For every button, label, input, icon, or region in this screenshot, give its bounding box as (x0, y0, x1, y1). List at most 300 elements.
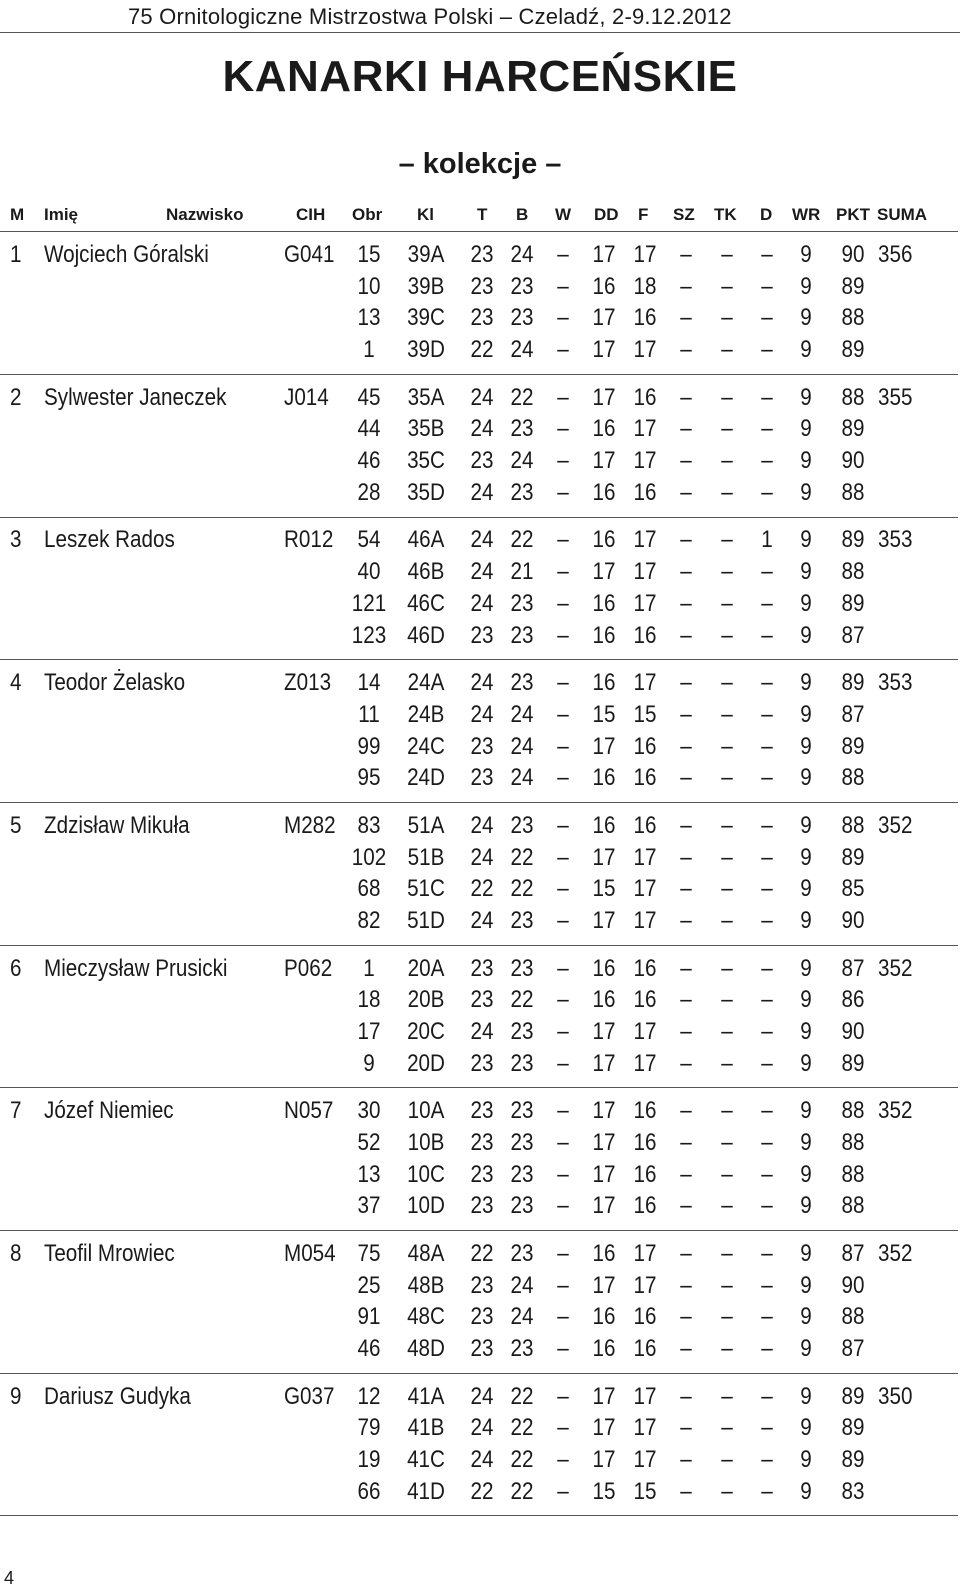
bird-w-cell: – (557, 1477, 569, 1505)
bird-f-cell: 16 (633, 954, 657, 982)
bird-d-cell: – (761, 811, 773, 839)
bird-f-cell: 15 (633, 1477, 657, 1505)
bird-kl-cell: 10C (407, 1160, 445, 1188)
bird-kl-cell: 10D (407, 1192, 445, 1220)
bird-dd-cell: 17 (592, 1446, 616, 1473)
bird-b-cell: 23 (510, 621, 534, 649)
bird-tk-cell: – (721, 1271, 733, 1299)
bird-pkt-cell: 88 (841, 558, 865, 586)
bird-d-cell: – (761, 558, 773, 586)
bird-kl-cell: 35C (407, 447, 445, 475)
bird-sz-cell: – (680, 986, 692, 1014)
bird-d-cell: 1 (761, 526, 773, 554)
bird-tk-cell: – (721, 906, 733, 934)
bird-dd-cell: 17 (592, 241, 616, 268)
breeder-name: Wojciech Góralski (44, 241, 209, 268)
bird-d-cell: – (761, 1192, 773, 1220)
bird-b-cell: 23 (510, 415, 534, 443)
entry-rank: 4 (10, 669, 22, 697)
bird-pkt-cell: 89 (841, 843, 865, 871)
bird-sz-cell: – (680, 1017, 692, 1045)
bird-b-cell: 23 (510, 589, 534, 617)
bird-w-cell: – (557, 383, 569, 411)
bird-b-cell: 21 (510, 558, 534, 586)
bird-wr-cell: 9 (800, 669, 812, 697)
bird-kl-cell: 20B (407, 986, 445, 1014)
bird-wr-cell: 9 (800, 1049, 812, 1077)
bird-d-cell: – (761, 700, 773, 728)
bird-obr-cell: 75 (357, 1239, 381, 1267)
bird-pkt-cell: 85 (841, 875, 865, 903)
col-header-t: T (477, 205, 488, 224)
bird-pkt-cell: 88 (841, 1128, 865, 1156)
bird-t-cell: 23 (470, 764, 494, 792)
entry-separator (0, 1515, 958, 1516)
bird-b-cell: 24 (510, 1271, 534, 1299)
bird-kl-cell: 20A (407, 954, 445, 982)
bird-w-cell: – (557, 1049, 569, 1077)
bird-dd-cell: 16 (592, 811, 616, 839)
bird-sz-cell: – (680, 1477, 692, 1505)
bird-tk-cell: – (721, 1192, 733, 1220)
bird-kl-cell: 20D (407, 1049, 445, 1077)
bird-pkt-cell: 87 (841, 700, 865, 728)
bird-sz-cell: – (680, 1303, 692, 1331)
bird-obr-cell: 46 (357, 1335, 381, 1362)
bird-f-cell: 18 (633, 272, 657, 300)
bird-sz-cell: – (680, 1446, 692, 1473)
bird-kl-cell: 39D (407, 336, 445, 364)
bird-dd-cell: 16 (592, 621, 616, 649)
bird-d-cell: – (761, 589, 773, 617)
bird-dd-cell: 16 (592, 478, 616, 506)
bird-b-cell: 23 (510, 1128, 534, 1156)
bird-tk-cell: – (721, 1303, 733, 1331)
breeder-cih: N057 (284, 1097, 334, 1125)
bird-pkt-cell: 88 (841, 1097, 865, 1125)
bird-d-cell: – (761, 954, 773, 982)
bird-b-cell: 23 (510, 1239, 534, 1267)
bird-pkt-cell: 88 (841, 1160, 865, 1188)
bird-obr-cell: 37 (357, 1192, 381, 1220)
bird-w-cell: – (557, 986, 569, 1014)
bird-kl-cell: 10A (407, 1097, 445, 1125)
bird-kl-cell: 39A (407, 241, 445, 268)
bird-sz-cell: – (680, 811, 692, 839)
bird-wr-cell: 9 (800, 336, 812, 364)
bird-sz-cell: – (680, 1097, 692, 1125)
bird-kl-cell: 10B (407, 1128, 445, 1156)
bird-b-cell: 23 (510, 669, 534, 697)
bird-dd-cell: 17 (592, 1128, 616, 1156)
bird-wr-cell: 9 (800, 447, 812, 475)
bird-b-cell: 24 (510, 700, 534, 728)
bird-tk-cell: – (721, 954, 733, 982)
bird-kl-cell: 41B (407, 1414, 445, 1442)
bird-b-cell: 23 (510, 1017, 534, 1045)
bird-f-cell: 16 (633, 1097, 657, 1125)
bird-dd-cell: 16 (592, 589, 616, 617)
entry-separator (0, 802, 958, 803)
bird-obr-cell: 19 (357, 1446, 381, 1473)
entry-separator (0, 374, 958, 375)
bird-dd-cell: 17 (592, 732, 616, 760)
col-header-dd: DD (594, 205, 619, 224)
bird-w-cell: – (557, 415, 569, 443)
breeder-name: Leszek Rados (44, 526, 175, 554)
bird-tk-cell: – (721, 732, 733, 760)
bird-pkt-cell: 87 (841, 621, 865, 649)
page-subtitle: – kolekcje – (398, 148, 562, 180)
bird-d-cell: – (761, 1477, 773, 1505)
bird-kl-cell: 51B (407, 843, 445, 871)
bird-t-cell: 22 (470, 336, 494, 364)
entry-separator (0, 945, 958, 946)
bird-dd-cell: 17 (592, 447, 616, 475)
bird-tk-cell: – (721, 843, 733, 871)
breeder-name: Sylwester Janeczek (44, 383, 227, 411)
bird-pkt-cell: 88 (841, 478, 865, 506)
bird-t-cell: 23 (470, 1335, 494, 1362)
bird-pkt-cell: 89 (841, 336, 865, 364)
bird-obr-cell: 45 (357, 383, 381, 411)
bird-sz-cell: – (680, 241, 692, 268)
bird-kl-cell: 35B (407, 415, 445, 443)
entry-rank: 2 (10, 383, 22, 411)
breeder-name: Teodor Żelasko (44, 669, 186, 697)
bird-wr-cell: 9 (800, 558, 812, 586)
bird-sz-cell: – (680, 1335, 692, 1362)
entry-rank: 5 (10, 811, 22, 839)
bird-pkt-cell: 89 (841, 669, 865, 697)
bird-b-cell: 24 (510, 764, 534, 792)
bird-sz-cell: – (680, 843, 692, 871)
bird-tk-cell: – (721, 1335, 733, 1362)
bird-w-cell: – (557, 1097, 569, 1125)
bird-f-cell: 16 (633, 1128, 657, 1156)
bird-dd-cell: 17 (592, 383, 616, 411)
bird-wr-cell: 9 (800, 954, 812, 982)
entry-rank: 6 (10, 954, 22, 982)
bird-t-cell: 23 (470, 1128, 494, 1156)
bird-b-cell: 22 (510, 986, 534, 1014)
bird-w-cell: – (557, 526, 569, 554)
bird-pkt-cell: 88 (841, 1303, 865, 1331)
bird-d-cell: – (761, 1271, 773, 1299)
bird-kl-cell: 48A (407, 1239, 445, 1267)
bird-d-cell: – (761, 764, 773, 792)
bird-kl-cell: 51D (407, 906, 445, 934)
bird-wr-cell: 9 (800, 906, 812, 934)
bird-w-cell: – (557, 1017, 569, 1045)
bird-sz-cell: – (680, 558, 692, 586)
bird-f-cell: 16 (633, 1160, 657, 1188)
bird-tk-cell: – (721, 241, 733, 268)
bird-sz-cell: – (680, 589, 692, 617)
bird-kl-cell: 24A (407, 669, 445, 697)
bird-f-cell: 16 (633, 1335, 657, 1362)
bird-obr-cell: 13 (357, 1160, 381, 1188)
bird-w-cell: – (557, 954, 569, 982)
bird-b-cell: 24 (510, 1303, 534, 1331)
bird-obr-cell: 95 (357, 764, 381, 792)
bird-w-cell: – (557, 700, 569, 728)
bird-dd-cell: 16 (592, 1335, 616, 1362)
bird-dd-cell: 17 (592, 304, 616, 332)
bird-wr-cell: 9 (800, 1303, 812, 1331)
bird-wr-cell: 9 (800, 843, 812, 871)
bird-d-cell: – (761, 415, 773, 443)
bird-b-cell: 22 (510, 843, 534, 871)
bird-dd-cell: 16 (592, 764, 616, 792)
bird-f-cell: 17 (633, 669, 657, 697)
bird-sz-cell: – (680, 1049, 692, 1077)
bird-d-cell: – (761, 1303, 773, 1331)
bird-t-cell: 23 (470, 1303, 494, 1331)
bird-sz-cell: – (680, 669, 692, 697)
bird-w-cell: – (557, 241, 569, 268)
bird-w-cell: – (557, 811, 569, 839)
bird-w-cell: – (557, 1414, 569, 1442)
bird-obr-cell: 13 (357, 304, 381, 332)
bird-d-cell: – (761, 1239, 773, 1267)
bird-pkt-cell: 89 (841, 1049, 865, 1077)
bird-dd-cell: 17 (592, 1414, 616, 1442)
bird-tk-cell: – (721, 1049, 733, 1077)
bird-kl-cell: 39C (407, 304, 445, 332)
bird-dd-cell: 16 (592, 1303, 616, 1331)
entry-rank: 9 (10, 1382, 22, 1410)
col-header-b: B (516, 205, 529, 224)
bird-t-cell: 23 (470, 954, 494, 982)
bird-f-cell: 16 (633, 621, 657, 649)
bird-dd-cell: 17 (592, 1049, 616, 1077)
bird-wr-cell: 9 (800, 732, 812, 760)
bird-tk-cell: – (721, 1239, 733, 1267)
bird-b-cell: 24 (510, 447, 534, 475)
bird-kl-cell: 24C (407, 732, 445, 760)
bird-obr-cell: 11 (358, 700, 380, 728)
bird-w-cell: – (557, 875, 569, 903)
entry-separator (0, 1087, 958, 1088)
breeder-cih: G041 (284, 241, 335, 268)
bird-sz-cell: – (680, 383, 692, 411)
bird-b-cell: 23 (510, 811, 534, 839)
bird-t-cell: 24 (470, 478, 494, 506)
bird-dd-cell: 15 (592, 875, 616, 903)
bird-b-cell: 23 (510, 1335, 534, 1362)
bird-obr-cell: 30 (357, 1097, 381, 1125)
bird-f-cell: 17 (633, 1446, 657, 1473)
entry-rank: 1 (10, 241, 22, 268)
bird-w-cell: – (557, 1303, 569, 1331)
bird-dd-cell: 16 (592, 415, 616, 443)
breeder-name: Zdzisław Mikuła (44, 811, 190, 839)
page-number: 4 (4, 1568, 15, 1588)
bird-wr-cell: 9 (800, 304, 812, 332)
bird-d-cell: – (761, 1017, 773, 1045)
bird-t-cell: 24 (470, 669, 494, 697)
bird-sz-cell: – (680, 700, 692, 728)
entry-rank: 3 (10, 526, 22, 554)
bird-d-cell: – (761, 336, 773, 364)
bird-tk-cell: – (721, 700, 733, 728)
bird-obr-cell: 79 (357, 1414, 381, 1442)
bird-sz-cell: – (680, 304, 692, 332)
bird-dd-cell: 17 (592, 558, 616, 586)
bird-d-cell: – (761, 906, 773, 934)
bird-pkt-cell: 89 (841, 272, 865, 300)
bird-d-cell: – (761, 478, 773, 506)
bird-obr-cell: 28 (357, 478, 381, 506)
bird-b-cell: 22 (510, 526, 534, 554)
bird-sz-cell: – (680, 1128, 692, 1156)
bird-t-cell: 23 (470, 1192, 494, 1220)
bird-b-cell: 23 (510, 1160, 534, 1188)
breeder-cih: G037 (284, 1382, 335, 1410)
bird-d-cell: – (761, 1049, 773, 1077)
bird-d-cell: – (761, 986, 773, 1014)
bird-obr-cell: 99 (357, 732, 381, 760)
bird-w-cell: – (557, 1335, 569, 1362)
bird-pkt-cell: 89 (841, 526, 865, 554)
bird-w-cell: – (557, 732, 569, 760)
bird-tk-cell: – (721, 1477, 733, 1505)
bird-kl-cell: 35A (407, 383, 445, 411)
bird-sz-cell: – (680, 732, 692, 760)
bird-b-cell: 24 (510, 336, 534, 364)
breeder-name: Mieczysław Prusicki (44, 954, 228, 982)
bird-t-cell: 24 (470, 558, 494, 586)
col-header-nazwisko: Nazwisko (166, 205, 244, 224)
collection-sum: 355 (878, 383, 913, 411)
bird-wr-cell: 9 (800, 764, 812, 792)
bird-pkt-cell: 90 (841, 1271, 865, 1299)
bird-t-cell: 24 (470, 1446, 494, 1473)
bird-dd-cell: 16 (592, 272, 616, 300)
bird-wr-cell: 9 (800, 875, 812, 903)
bird-sz-cell: – (680, 621, 692, 649)
bird-d-cell: – (761, 1128, 773, 1156)
entry-rank: 8 (10, 1239, 22, 1267)
bird-d-cell: – (761, 1382, 773, 1410)
bird-sz-cell: – (680, 526, 692, 554)
entry-separator (0, 1230, 958, 1231)
bird-tk-cell: – (721, 526, 733, 554)
bird-tk-cell: – (721, 478, 733, 506)
bird-t-cell: 24 (470, 526, 494, 554)
document-header: 75 Ornitologiczne Mistrzostwa Polski – Czeladź, 2-9.12.2012 (128, 4, 732, 29)
bird-pkt-cell: 90 (841, 447, 865, 475)
bird-tk-cell: – (721, 336, 733, 364)
bird-obr-cell: 40 (357, 558, 381, 586)
bird-obr-cell: 25 (357, 1271, 381, 1299)
bird-tk-cell: – (721, 986, 733, 1014)
bird-tk-cell: – (721, 1414, 733, 1442)
entry-separator (0, 1373, 958, 1374)
bird-wr-cell: 9 (800, 383, 812, 411)
bird-obr-cell: 44 (357, 415, 381, 443)
bird-kl-cell: 24D (407, 764, 445, 792)
bird-pkt-cell: 86 (841, 986, 865, 1014)
bird-b-cell: 22 (510, 875, 534, 903)
bird-sz-cell: – (680, 954, 692, 982)
bird-tk-cell: – (721, 1128, 733, 1156)
bird-tk-cell: – (721, 669, 733, 697)
bird-f-cell: 16 (633, 1192, 657, 1220)
bird-wr-cell: 9 (800, 1335, 812, 1362)
bird-obr-cell: 123 (351, 621, 387, 649)
bird-kl-cell: 46A (407, 526, 445, 554)
bird-f-cell: 17 (633, 843, 657, 871)
bird-sz-cell: – (680, 764, 692, 792)
bird-dd-cell: 16 (592, 986, 616, 1014)
bird-sz-cell: – (680, 875, 692, 903)
bird-wr-cell: 9 (800, 241, 812, 268)
bird-f-cell: 16 (633, 383, 657, 411)
bird-pkt-cell: 89 (841, 1446, 865, 1473)
bird-dd-cell: 17 (592, 906, 616, 934)
bird-pkt-cell: 87 (841, 954, 865, 982)
bird-kl-cell: 48B (407, 1271, 445, 1299)
bird-f-cell: 16 (633, 1303, 657, 1331)
collection-sum: 353 (878, 669, 913, 697)
bird-w-cell: – (557, 621, 569, 649)
bird-pkt-cell: 90 (841, 241, 865, 268)
bird-sz-cell: – (680, 1160, 692, 1188)
bird-dd-cell: 17 (592, 336, 616, 364)
bird-t-cell: 24 (470, 415, 494, 443)
bird-tk-cell: – (721, 272, 733, 300)
bird-kl-cell: 41C (407, 1446, 445, 1473)
breeder-name: Dariusz Gudyka (44, 1382, 191, 1410)
bird-b-cell: 23 (510, 1097, 534, 1125)
bird-t-cell: 22 (470, 875, 494, 903)
bird-obr-cell: 18 (357, 986, 381, 1014)
bird-wr-cell: 9 (800, 1477, 812, 1505)
bird-f-cell: 16 (633, 732, 657, 760)
bird-b-cell: 22 (510, 1382, 534, 1410)
bird-wr-cell: 9 (800, 1017, 812, 1045)
bird-kl-cell: 41D (407, 1477, 445, 1505)
bird-b-cell: 24 (510, 241, 534, 268)
bird-pkt-cell: 88 (841, 764, 865, 792)
collection-sum: 352 (878, 811, 913, 839)
bird-pkt-cell: 89 (841, 732, 865, 760)
bird-w-cell: – (557, 1239, 569, 1267)
bird-w-cell: – (557, 906, 569, 934)
bird-t-cell: 23 (470, 304, 494, 332)
bird-wr-cell: 9 (800, 986, 812, 1014)
bird-dd-cell: 16 (592, 1239, 616, 1267)
bird-pkt-cell: 89 (841, 1382, 865, 1410)
bird-b-cell: 23 (510, 906, 534, 934)
col-header-kl: Kl (417, 205, 434, 224)
bird-t-cell: 23 (470, 1271, 494, 1299)
bird-wr-cell: 9 (800, 1128, 812, 1156)
collection-sum: 352 (878, 1239, 913, 1267)
bird-sz-cell: – (680, 336, 692, 364)
bird-d-cell: – (761, 1335, 773, 1362)
bird-obr-cell: 17 (357, 1017, 381, 1045)
bird-b-cell: 23 (510, 954, 534, 982)
bird-dd-cell: 16 (592, 526, 616, 554)
breeder-name: Józef Niemiec (44, 1097, 174, 1125)
bird-f-cell: 17 (633, 447, 657, 475)
bird-dd-cell: 17 (592, 1382, 616, 1410)
bird-kl-cell: 51C (407, 875, 445, 903)
bird-sz-cell: – (680, 1192, 692, 1220)
